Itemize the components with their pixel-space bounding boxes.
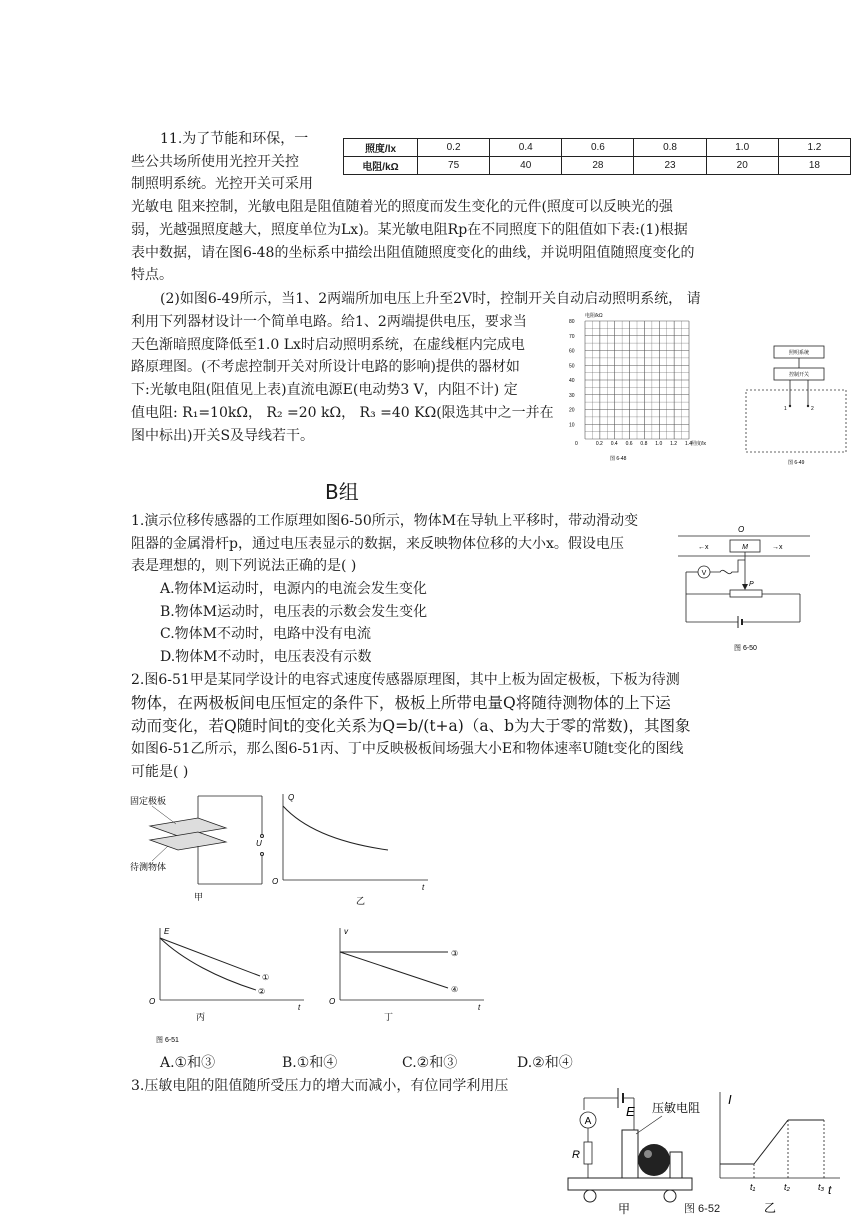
origin-o-label-3: O	[329, 997, 336, 1006]
axis-t-label-2: t	[298, 1003, 301, 1012]
table-cell: 1.0	[706, 139, 778, 157]
ammeter-label: A	[584, 1116, 592, 1127]
q11-line-6: 表中数据，请在图6-48的坐标系中描绘出阻值随照度变化的曲线，并说明阻值随照度变化的	[131, 245, 695, 261]
left-arrow-label: ←x	[698, 544, 709, 551]
fig51-caption: 图 6-51	[156, 1037, 179, 1044]
fig49-caption: 图 6-49	[788, 460, 805, 466]
x-tick-label: 0.2	[595, 441, 603, 447]
q11-line-7: 特点。	[131, 267, 173, 283]
q11-line-4: 光敏电 阻来控制，光敏电阻是阻值随着光的照度而发生变化的元件(照度可以反映光的强	[131, 199, 673, 215]
label-ding: 丁	[384, 1012, 394, 1022]
table-cell: 0.6	[562, 139, 634, 157]
figure-6-49	[740, 340, 852, 470]
y-tick-label: 80	[569, 319, 575, 325]
y-tick-label: 30	[569, 392, 575, 399]
axis-v-label: v	[344, 927, 348, 936]
q11-line-9: 利用下列器材设计一个简单电路。给1、2两端提供电压，要求当	[131, 314, 527, 330]
table-cell: 0.4	[490, 139, 562, 157]
y-tick-label: 10	[569, 422, 575, 429]
t1-label: t₁	[750, 1182, 756, 1192]
metal-ball	[638, 1144, 670, 1176]
q11-line-12: 下:光敏电阻(阻值见上表)直流电源E(电动势3 V，内阻不计) 定	[131, 382, 518, 398]
t3-label: t₃	[818, 1182, 825, 1192]
capacitor-sensor-diagram	[130, 795, 264, 902]
fig52-caption: 图 6-52	[684, 1203, 721, 1215]
label-bing: 丙	[196, 1012, 206, 1022]
piezoresistor-label: 压敏电阻	[652, 1101, 701, 1115]
y-tick-label: 20	[569, 407, 575, 414]
t2-label: t₂	[784, 1182, 790, 1192]
q11-line-13: 值电阻: R₁=10kΩ， R₂ =20 kΩ， R₃ =40 KΩ(限选其中之一并在	[131, 405, 554, 421]
curve-2-label: ②	[258, 987, 266, 996]
q2-option-d: D.②和④	[517, 1055, 573, 1071]
table-cell: 28	[562, 157, 634, 175]
fig48-origin: 0	[575, 441, 578, 447]
curve-3-label: ③	[451, 949, 459, 958]
q2-line-3: 动而变化，若Q随时间t的变化关系为Q=b/(t+a)（a、b为大于零的常数)，其图象	[131, 717, 691, 735]
table-cell: 0.2	[418, 139, 490, 157]
label-yi: 乙	[356, 896, 366, 906]
y-tick-label: 40	[569, 378, 575, 384]
cart	[568, 1178, 692, 1190]
piezoresistor	[622, 1130, 638, 1178]
x-tick-label: 0.4	[610, 441, 618, 447]
table-row	[344, 139, 851, 157]
q1-option-b: B.物体M运动时，电压表的示数会发生变化	[160, 604, 428, 620]
control-switch-label: 控制开关	[788, 372, 810, 378]
q1-option-c: C.物体M不动时，电路中没有电流	[160, 626, 371, 642]
table-row-label: 照度/lx	[344, 139, 418, 157]
q11-line-10: 天色渐暗照度降低至1.0 Lx时启动照明系统，在虚线框内完成电	[131, 337, 525, 353]
table-cell: 1.2	[778, 139, 850, 157]
dashed-design-box	[746, 390, 846, 452]
table-cell: 75	[418, 157, 490, 175]
x-tick-label: 1.0	[655, 441, 663, 447]
figure-6-50	[676, 522, 812, 658]
axis-e-label: E	[164, 927, 170, 936]
figure-6-52	[562, 1082, 854, 1216]
q2-line-5: 可能是( )	[131, 764, 189, 780]
curve-1-label: ①	[262, 973, 270, 982]
v-vs-t-graph	[329, 927, 484, 1022]
emf-e-label: E	[626, 1104, 635, 1119]
lighting-system-label: 照明系统	[788, 350, 810, 356]
q1-line-1: 1.演示位移传感器的工作原理如图6-50所示，物体M在导轨上平移时，带动滑动变	[131, 513, 639, 529]
resistor-r	[584, 1142, 592, 1164]
fixed-plate-label: 固定极板	[130, 796, 167, 806]
q2-option-c: C.②和③	[402, 1055, 458, 1071]
q11-line-5: 弱，光越强照度越大，照度单位为Lx)。某光敏电阻Rp在不同照度下的阻值如下表:(1)根据	[131, 222, 688, 238]
y-tick-label: 50	[569, 363, 575, 370]
terminal-1-label: 1	[784, 406, 787, 412]
terminal-2-label: 2	[811, 406, 814, 412]
x-tick-label: 0.8	[640, 441, 648, 447]
figure-6-48	[565, 305, 715, 465]
q11-line-14: 图中标出)开关S及导线若干。	[131, 428, 315, 444]
q1-line-2: 阻器的金属滑杆p，通过电压表显示的数据，来反映物体位移的大小x。假设电压	[131, 536, 624, 552]
graph-paper-grid	[585, 321, 689, 439]
q3-line-1: 3.压敏电阻的阻值随所受压力的增大而减小，有位同学利用压	[131, 1078, 509, 1094]
fig48-xlabel: 照度/lx	[691, 441, 707, 447]
q11-line-11: 路原理图。(不考虑控制开关对所设计电路的影响)提供的器材如	[131, 359, 520, 375]
label-yi-52: 乙	[764, 1201, 777, 1215]
object-m-label: M	[742, 544, 748, 551]
q11-line-8: (2)如图6-49所示，当1、2两端所加电压上升至2V时，控制开关自动启动照明系统， 请	[160, 291, 701, 307]
axis-t-label-3: t	[478, 1003, 481, 1012]
axis-q-label: Q	[288, 793, 295, 802]
pressure-sensor-circuit	[568, 1088, 700, 1216]
voltmeter-label: V	[701, 570, 707, 577]
q2-option-a: A.①和③	[160, 1055, 216, 1071]
q1-line-3: 表是理想的，则下列说法正确的是( )	[131, 558, 357, 574]
table-cell: 0.8	[634, 139, 706, 157]
curve-4-label: ④	[451, 985, 459, 994]
slider-p-label: P	[749, 581, 754, 588]
q11-line-1: 11.为了节能和环保，一	[160, 131, 309, 147]
illuminance-resistance-table	[343, 138, 851, 175]
q11-line-2: 些公共场所使用光控开关控	[131, 154, 299, 170]
rheostat	[730, 590, 762, 597]
fig48-ylabel: 电阻/kΩ	[585, 313, 603, 319]
axis-t-label-52: t	[828, 1183, 832, 1197]
y-tick-label: 60	[569, 348, 575, 355]
table-row	[344, 157, 851, 175]
e-vs-t-graph	[149, 927, 304, 1022]
q2-option-b: B.①和④	[282, 1055, 338, 1071]
label-jia: 甲	[194, 892, 204, 902]
table-cell: 18	[778, 157, 850, 175]
origin-o-label: O	[272, 877, 279, 886]
x-tick-label: 1.2	[670, 441, 678, 447]
axis-i-label: I	[728, 1092, 732, 1107]
current-vs-time-graph	[720, 1092, 840, 1215]
resistor-r-label: R	[572, 1149, 580, 1161]
origin-o-label-2: O	[149, 997, 156, 1006]
figure-6-51	[128, 788, 498, 1050]
axis-t-label: t	[422, 883, 425, 892]
fig48-ticks	[569, 319, 692, 447]
q2-line-1: 2.图6-51甲是某同学设计的电容式速度传感器原理图，其中上板为固定极板，下板为待测	[131, 672, 680, 688]
label-jia-52: 甲	[618, 1202, 631, 1216]
table-cell: 23	[634, 157, 706, 175]
table-row-label: 电阻/kΩ	[344, 157, 418, 175]
rail-o-label: O	[738, 525, 745, 534]
q2-line-4: 如图6-51乙所示，那么图6-51丙、丁中反映极板间场强大小E和物体速率U随t变化的图线	[131, 741, 684, 757]
q1-option-d: D.物体M不动时，电压表没有示数	[160, 649, 372, 665]
q2-line-2: 物体，在两极板间电压恒定的条件下，极板上所带电量Q将随待测物体的上下运	[131, 694, 671, 712]
fig48-caption: 图 6-48	[610, 456, 627, 462]
x-tick-label: 1.4	[685, 441, 692, 447]
y-tick-label: 70	[569, 333, 575, 340]
voltage-u-label: U	[256, 839, 262, 848]
right-arrow-label: →x	[772, 544, 783, 551]
group-b-heading: B组	[325, 480, 359, 504]
fig50-caption: 图 6-50	[734, 645, 757, 652]
x-tick-label: 0.6	[625, 441, 633, 447]
table-cell: 20	[706, 157, 778, 175]
q1-option-a: A.物体M运动时，电源内的电流会发生变化	[160, 581, 427, 597]
q-vs-t-graph	[272, 793, 428, 906]
q11-line-3: 制照明系统。光控开关可采用	[131, 176, 313, 192]
test-object-label: 待测物体	[130, 862, 167, 872]
table-cell: 40	[490, 157, 562, 175]
